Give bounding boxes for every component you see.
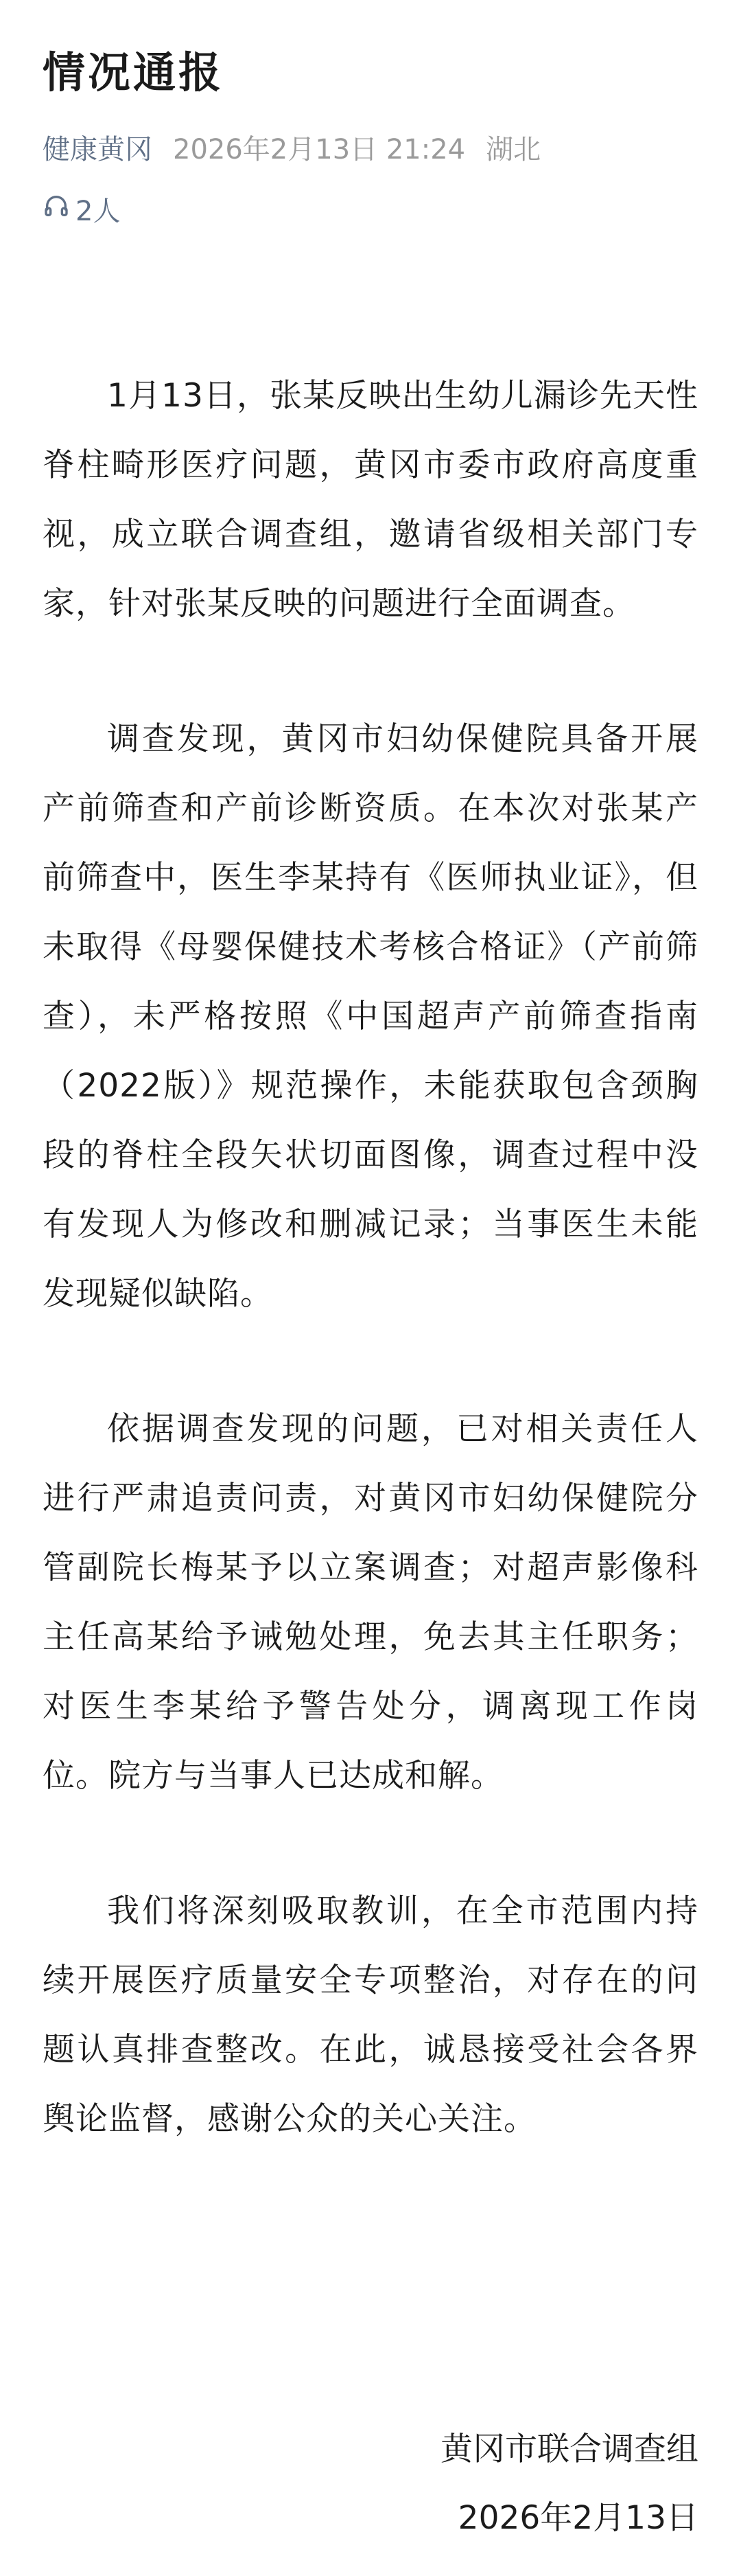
paragraph: 1月13日，张某反映出生幼儿漏诊先天性脊柱畸形医疗问题，黄冈市委市政府高度重视，成立联合调查组，邀请省级相关部门专家，针对张某反映的问题进行全面调查。 <box>43 377 698 623</box>
article-body <box>43 361 698 2220</box>
listen-button[interactable] <box>43 189 120 229</box>
paragraph: 我们将深刻吸取教训，在全市范围内持续开展医疗质量安全专项整治，对存在的问题认真排查整改。在此，诚恳接受社会各界舆论监督，感谢公众的关心关注。 <box>43 1892 698 2138</box>
source-account[interactable]: 健康黄冈 <box>43 134 152 165</box>
article-meta <box>43 128 541 167</box>
paragraph: 调查发现，黄冈市妇幼保健院具备开展产前筛查和产前诊断资质。在本次对张某产前筛查中，医生李某持有《医师执业证》，但未取得《母婴保健技术考核合格证》（产前筛查），未严格按照《中国超声产前筛查指南（2022版）》规范操作，未能获取包含颈胸段的脊柱全段矢状切面图像，调查过程中没有发现人为修改和删减记录；当事医生未能发现疑似缺陷。 <box>43 720 698 1313</box>
signature-org: 黄冈市联合调查组 <box>440 2430 698 2468</box>
headphones-icon <box>43 192 70 227</box>
signature-date: 2026年2月13日 <box>458 2499 698 2537</box>
listener-count: 2人 <box>75 196 121 227</box>
paragraph: 依据调查发现的问题，已对相关责任人进行严肃追责问责，对黄冈市妇幼保健院分管副院长梅某予以立案调查；对超声影像科主任高某给予诫勉处理，免去其主任职务；对医生李某给予警告处分，调离现工作岗位。院方与当事人已达成和解。 <box>43 1410 698 1795</box>
publish-datetime: 2026年2月13日 21:24 <box>173 134 466 165</box>
signature-block <box>440 2415 698 2553</box>
publish-location: 湖北 <box>486 134 541 165</box>
page-title: 情况通报 <box>43 47 224 97</box>
